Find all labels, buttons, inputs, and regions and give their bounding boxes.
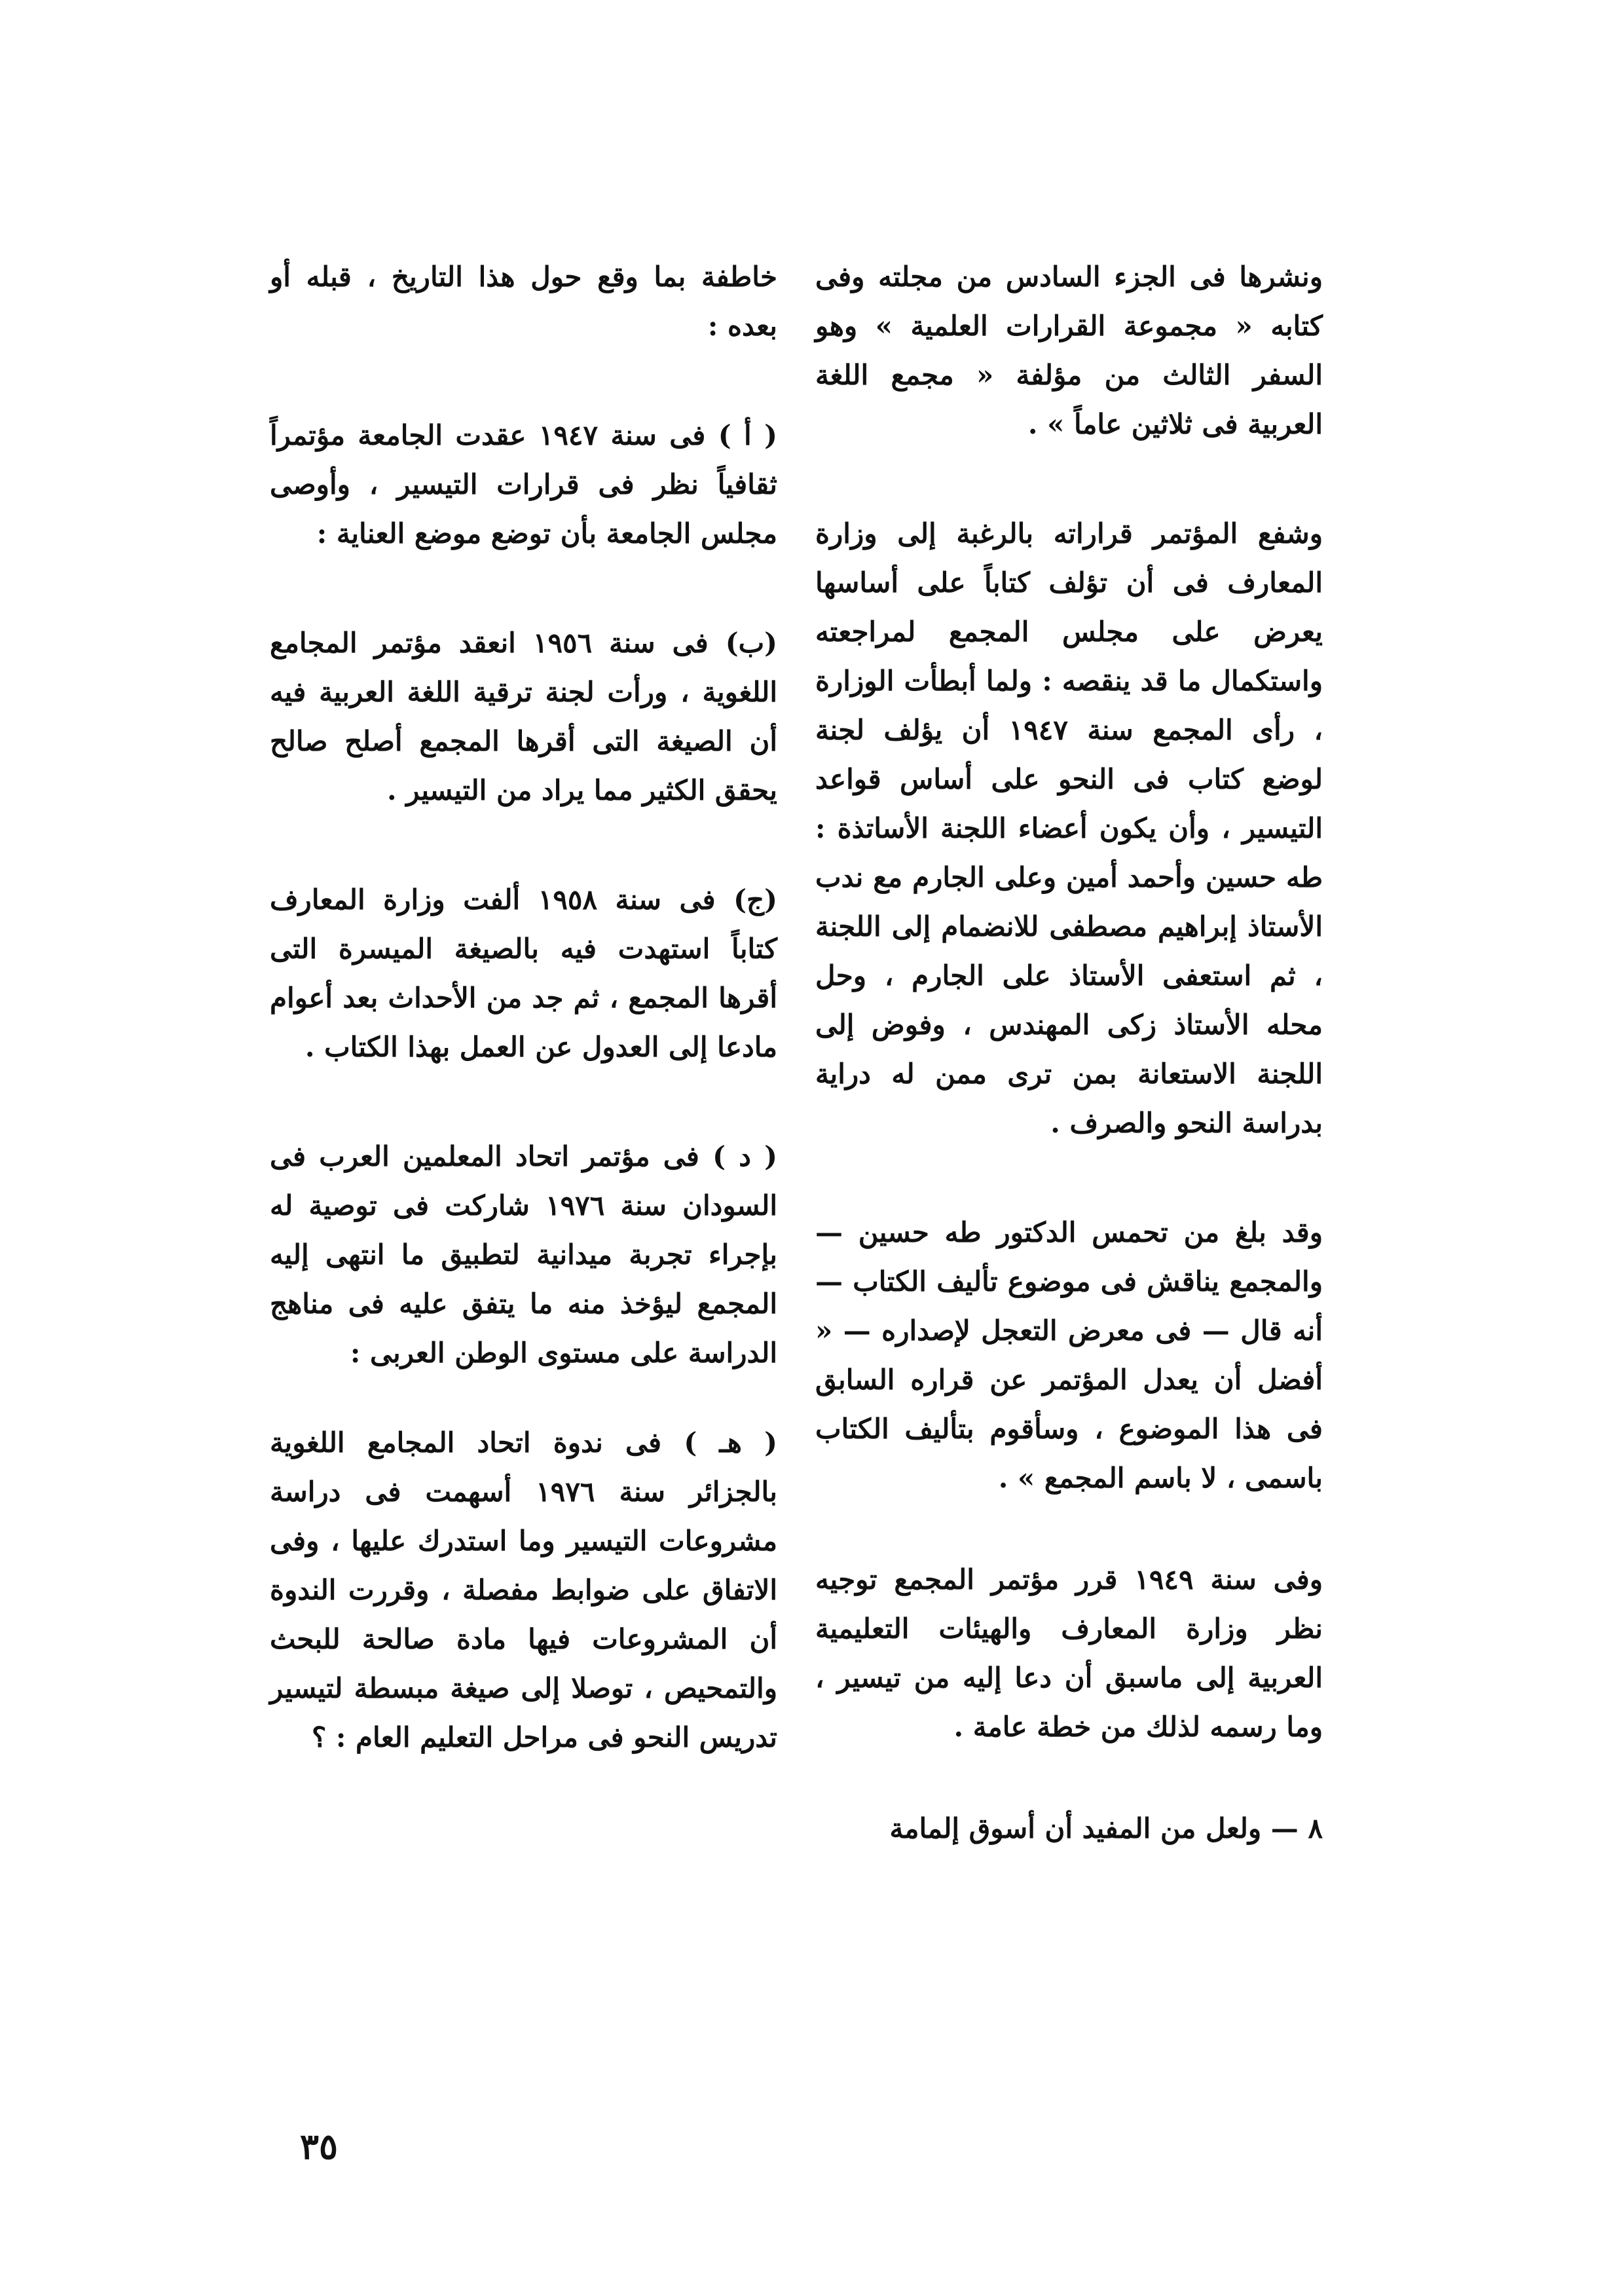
left-column (270, 252, 777, 1762)
left-paragraph-1: خاطفة بما وقع حول هذا التاريخ ، قبله أو بعده : (270, 261, 777, 342)
left-paragraph-d: ( د ) فى مؤتمر اتحاد المعلمين العرب فى السودان سنة ١٩٧٦ شاركت فى توصية له بإجراء تجربة ميدانية لتطبيق ما انتهى إليه المجمع ليؤخذ منه ما يتفق عليه فى مناهج الدراسة على مستوى الوطن العربى : (270, 1140, 777, 1369)
right-paragraph-5: ٨ — ولعل من المفيد أن أسوق إلمامة (889, 1812, 1323, 1844)
right-paragraph-1: ونشرها فى الجزء السادس من مجلته وفى كتابه « مجموعة القرارات العلمية » وهو السفر الثالث من مؤلفة « مجمع اللغة العربية فى ثلاثين عاماً » . (815, 261, 1323, 440)
right-paragraph-3: وقد بلغ من تحمس الدكتور طه حسين — والمجمع يناقش فى موضوع تأليف الكتاب — أنه قال — فى معرض التعجل لإصداره — « أفضل أن يعدل المؤتمر عن قراره السابق فى هذا الموضوع ، وسأقوم بتأليف الكتاب باسمى ، لا باسم المجمع » . (815, 1216, 1323, 1494)
right-paragraph-4: وفى سنة ١٩٤٩ قرر مؤتمر المجمع توجيه نظر وزارة المعارف والهيئات التعليمية العربية إلى ماسبق أن دعا إليه من تيسير ، وما رسمه لذلك من خطة عامة . (815, 1563, 1323, 1743)
left-paragraph-b: (ب) فى سنة ١٩٥٦ انعقد مؤتمر المجامع اللغوية ، ورأت لجنة ترقية اللغة العربية فيه أن الصيغة التى أقرها المجمع أصلح صالح يحقق الكثير مما يراد من التيسير . (270, 627, 777, 806)
page-number: ٣٥ (300, 2125, 339, 2167)
left-paragraph-c: (ج) فى سنة ١٩٥٨ ألفت وزارة المعارف كتاباً استهدت فيه بالصيغة الميسرة التى أقرها المجمع ، ثم جد من الأحداث بعد أعوام مادعا إلى العدول عن العمل بهذا الكتاب . (270, 884, 777, 1063)
right-column (815, 252, 1323, 1853)
left-paragraph-e: ( هـ ) فى ندوة اتحاد المجامع اللغوية بالجزائر سنة ١٩٧٦ أسهمت فى دراسة مشروعات التيسير وما استدرك عليها ، وفى الاتفاق على ضوابط مفصلة ، وقررت الندوة أن المشروعات فيها مادة صالحة للبحث والتمحيص ، توصلا إلى صيغة مبسطة لتيسير تدريس النحو فى مراحل التعليم العام : ؟ (270, 1427, 777, 1753)
left-paragraph-a: ( أ ) فى سنة ١٩٤٧ عقدت الجامعة مؤتمراً ثقافياً نظر فى قرارات التيسير ، وأوصى مجلس الجامعة بأن توضع موضع العناية : (270, 419, 777, 550)
right-paragraph-2: وشفع المؤتمر قراراته بالرغبة إلى وزارة المعارف فى أن تؤلف كتاباً على أساسها يعرض على مجلس المجمع لمراجعته واستكمال ما قد ينقصه : ولما أبطأت الوزارة ، رأى المجمع سنة ١٩٤٧ أن يؤلف لجنة لوضع كتاب فى النحو على أساس قواعد التيسير ، وأن يكون أعضاء اللجنة الأساتذة : طه حسين وأحمد أمين وعلى الجارم مع ندب الأستاذ إبراهيم مصطفى للانضمام إلى اللجنة ، ثم استعفى الأستاذ على الجارم ، وحل محله الأستاذ زكى المهندس ، وفوض إلى اللجنة الاستعانة بمن ترى ممن له دراية بدراسة النحو والصرف . (815, 517, 1323, 1139)
